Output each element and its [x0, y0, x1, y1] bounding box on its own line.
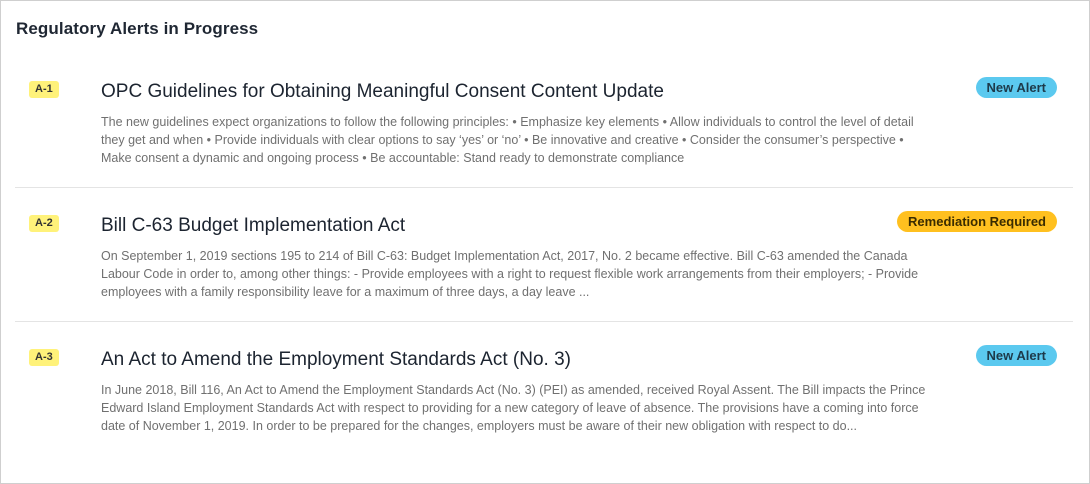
alert-item[interactable]: [15, 67, 1073, 188]
alert-description: In June 2018, Bill 116, An Act to Amend the Employment Standards Act (No. 3) (PEI) as amended, received Royal Assent. The Bill impacts the Prince Edward Island Employment Standards Act with respect to providing for a new category of leave of absence. The provisions have a coming into force date of November 1, 2019. In order to be prepared for the changes, employers must be aware of their new obligation with respect to do...: [101, 383, 926, 433]
status-badge: New Alert: [976, 77, 1057, 98]
alert-title[interactable]: OPC Guidelines for Obtaining Meaningful Consent Content Update: [101, 81, 664, 102]
alert-id-tag: A-2: [29, 215, 59, 232]
alert-title[interactable]: An Act to Amend the Employment Standards Act (No. 3): [101, 349, 571, 370]
alert-item[interactable]: [15, 201, 1073, 322]
alert-id-tag: A-1: [29, 81, 59, 98]
status-badge: New Alert: [976, 345, 1057, 366]
alert-title[interactable]: Bill C-63 Budget Implementation Act: [101, 215, 406, 236]
alert-description: On September 1, 2019 sections 195 to 214 of Bill C-63: Budget Implementation Act, 2017, No. 2 became effective. Bill C-63 amended the Canada Labour Code in order to, among other things: - Provide employees with a right to request flexible work arrangements from their employers; - Provide employees with a family responsibility leave for a maximum of three days, a day leave ...: [101, 249, 919, 299]
status-badge: Remediation Required: [897, 211, 1057, 232]
alert-description: The new guidelines expect organizations to follow the following principles: • Emphasize key elements • Allow individuals to control the level of detail they get and when • Provide individuals with clear options to say ‘yes’ or ‘no’ • Be innovative and creative • Consider the consumer’s perspective • Make consent a dynamic and ongoing process • Be accountable: Stand ready to demonstrate compliance: [101, 115, 914, 165]
panel-title: Regulatory Alerts in Progress: [16, 19, 259, 38]
alert-item[interactable]: [15, 335, 1073, 455]
alert-id-tag: A-3: [29, 349, 59, 366]
